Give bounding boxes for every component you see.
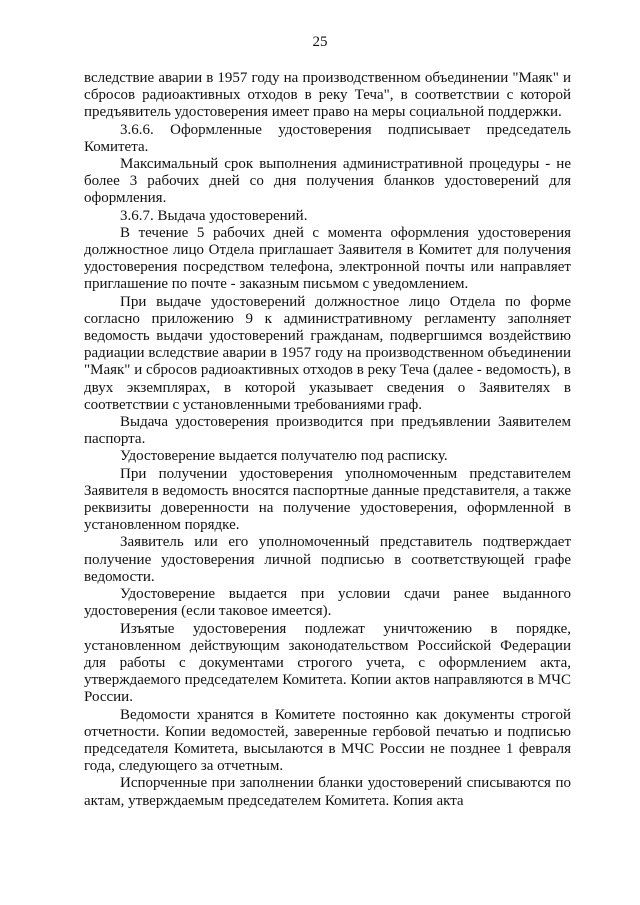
paragraph-3-6-6: 3.6.6. Оформленные удостоверения подписывает председатель Комитета. [84, 121, 571, 155]
paragraph-signature: Заявитель или его уполномоченный представитель подтверждает получение удостоверения личной подписью в соответствующей графе ведомости. [84, 534, 571, 585]
paragraph-accident-continuation: вследствие аварии в 1957 году на производственном объединении "Маяк" и сбросов радиоактивных отходов в реку Теча", в соответствии с которой предъявитель удостоверения имеет право на меры социальной поддержки. [84, 70, 571, 121]
paragraph-spoiled-forms: Испорченные при заполнении бланки удостоверений списываются по актам, утверждаемым председателем Комитета. Копия акта [84, 775, 571, 809]
paragraph-storage: Ведомости хранятся в Комитете постоянно как документы строгой отчетности. Копии ведомостей, заверенные гербовой печатью и подписью председателя Комитета, высылаются в МЧС России не позднее 1 февраля года, следующего за отчетным. [84, 706, 571, 775]
paragraph-previous-certificate: Удостоверение выдается при условии сдачи ранее выданного удостоверения (если таковое имеется). [84, 586, 571, 620]
paragraph-max-duration: Максимальный срок выполнения административной процедуры - не более 3 рабочих дней со дня получения бланков удостоверений для оформления. [84, 156, 571, 207]
paragraph-destruction: Изъятые удостоверения подлежат уничтожению в порядке, установленном действующим законодательством Российской Федерации для работы с документами строгого учета, с оформлением акта, утверждаемого председателем Комитета. Копии актов направляются в МЧС России. [84, 620, 571, 706]
paragraph-receipt: Удостоверение выдается получателю под расписку. [120, 448, 448, 465]
paragraph-register-filling: При выдаче удостоверений должностное лицо Отдела по форме согласно приложению 9 к административному регламенту заполняет ведомость выдачи удостоверений гражданам, подвергшимся воздействию радиации вследствие аварии в 1957 году на производственном объединении "Маяк" и сбросов радиоактивных отходов в реку Теча (далее - ведомость), в двух экземплярах, в которой указывает сведения о Заявителях в соответствии с установленными требованиями граф. [84, 293, 571, 413]
paragraph-representative: При получении удостоверения уполномоченным представителем Заявителя в ведомость вносятся паспортные данные представителя, а также реквизиты доверенности на получение удостоверения, оформленной в установленном порядке. [84, 465, 571, 534]
paragraph-3-6-7: 3.6.7. Выдача удостоверений. [120, 207, 308, 224]
paragraph-invitation: В течение 5 рабочих дней с момента оформления удостоверения должностное лицо Отдела приглашает Заявителя в Комитет для получения удостоверения посредством телефона, электронной почты или направляет приглашение по почте - заказным письмом с уведомлением. [84, 224, 571, 293]
page-number: 25 [312, 34, 328, 50]
document-body [84, 70, 571, 810]
paragraph-passport: Выдача удостоверения производится при предъявлении Заявителем паспорта. [84, 414, 571, 448]
